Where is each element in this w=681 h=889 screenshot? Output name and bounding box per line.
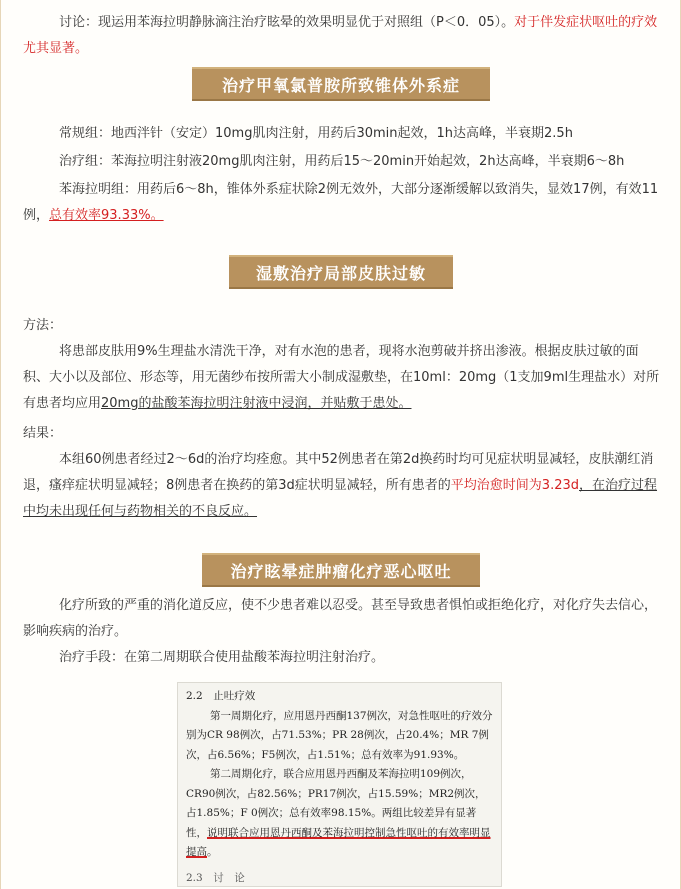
allergy-result-underline: ，在治疗过程中均未出现任何与药物相关的不良反应。 [23,478,658,519]
result-paragraph [23,177,661,229]
chemo-paragraph: 化疗所致的严重的消化道反应，使不少患者难以忍受。甚至导致患者惧怕或拒绝化疗，对化疗失去信心，影响疾病的治疗。 [23,598,658,639]
method-text: 将患部皮肤用9%生理盐水清洗干净，对有水泡的患者，现将水泡剪破并挤出渗液。根据皮肤过敏的面积、大小以及部位、形态等，用无菌纱布按所需大小制成湿敷垫，在10ml：20mg（1支加9ml生理盐水）对所有患者均应用 [23,344,660,411]
method-underline: 20mg的盐酸苯海拉明注射液中浸润，并贴敷于患处。 [101,396,412,411]
discussion-paragraph [23,10,661,62]
scan-paragraph-1: 第一周期化疗，应用恩丹西酮137例次，对急性呕吐的疗效分别为CR 98例次，占71.53%；PR 28例次，占20.4%；MR 7例次，占6.56%；F5例次，占1.51%；总有效率为91.93%。 [186,709,493,761]
section-banner-allergy: 湿敷治疗局部皮肤过敏 [229,255,453,289]
result-highlight: 总有效率93.33%。 [49,208,164,223]
scan-p2-end: 。 [207,846,218,858]
scanned-document-image [177,682,502,887]
routine-group-text: 常规组：地西泮针（安定）10mg肌肉注射，用药后30min起效，1h达高峰，半衰期2.5h [59,126,573,141]
scan-p2-highlight: 说明联合应用恩丹西酮及苯海拉明控制急性呕吐的有效率明显提高 [186,826,491,858]
method-paragraph [23,339,661,417]
discussion-highlight: 对于伴发症状呕吐的疗效尤其显著。 [23,15,658,56]
allergy-result-red: 平均治愈时间为3.23d [450,478,579,493]
chemo-method-paragraph: 治疗手段：在第二周期联合使用盐酸苯海拉明注射治疗。 [59,650,385,665]
section-banner-chemo: 治疗眩晕症肿瘤化疗恶心呕吐 [202,553,480,587]
scan-cut-heading: 2.3 讨 论 [186,872,245,884]
scan-paragraph-2 [186,765,493,863]
allergy-result-paragraph [23,447,661,525]
allergy-result-text: 本组60例患者经过2～6d的治疗均痊愈。其中52例患者在第2d换药时均可见症状明显减轻，皮肤潮红消退，瘙痒症状明显减轻；8例患者在换药的第3d症状明显减轻，所有患者的 [23,452,654,493]
section-banner-eps: 治疗甲氧氯普胺所致锥体外系症 [192,67,490,101]
treatment-group-text: 治疗组：苯海拉明注射液20mg肌肉注射，用药后15～20min开始起效，2h达高峰，半衰期6～8h [59,154,625,169]
method-label: 方法： [23,318,63,333]
result-text: 苯海拉明组：用药后6～8h，锥体外系症状除2例无效外，大部分逐渐缓解以致消失，显效17例，有效11例， [23,182,659,223]
result-label: 结果： [23,426,63,441]
scan-p2-text: 第二周期化疗，联合应用恩丹西酮及苯海拉明109例次，CR90例次，占82.56%；PR17例次，占15.59%；MR2例次，占1.85%；F 0例次；总有效率98.15%。两组比较差异有显著性， [186,768,486,839]
scan-heading: 2.2 止吐疗效 [186,690,256,702]
discussion-text: 讨论：现运用苯海拉明静脉滴注治疗眩晕的效果明显优于对照组（P＜0．05）。 [59,15,515,30]
